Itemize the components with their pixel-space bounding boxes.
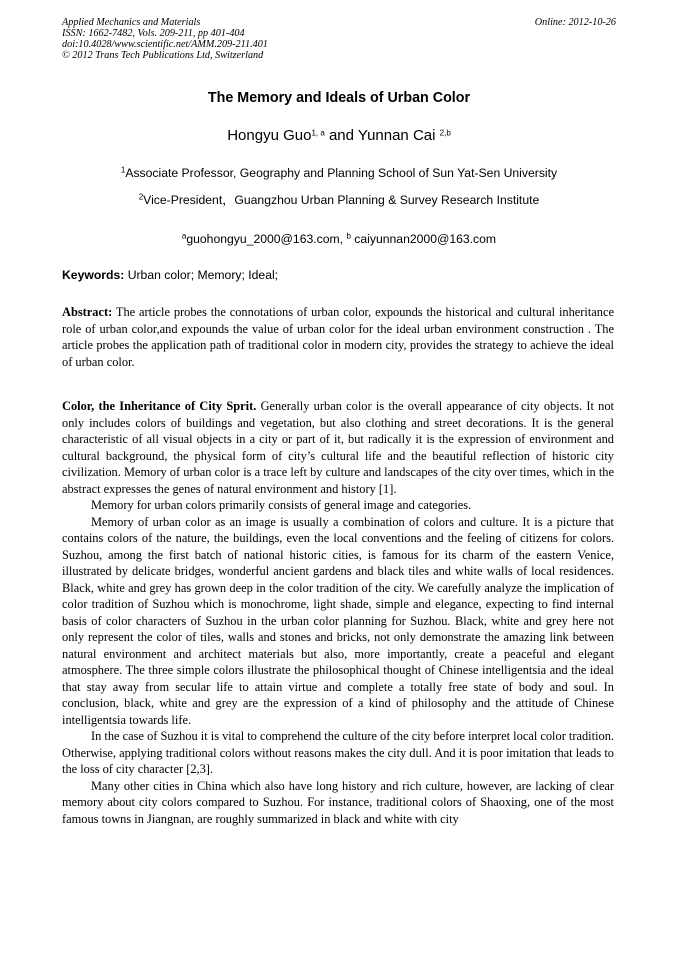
- author-conjunction: and: [324, 127, 358, 144]
- online-date: Online: 2012-10-26: [534, 17, 616, 28]
- email-line: [0, 232, 678, 246]
- author-line: [0, 127, 678, 144]
- journal-name: Applied Mechanics and Materials: [62, 17, 201, 28]
- affiliation-2-text: Vice-President，Guangzhou Urban Planning & Survey Research Institute: [143, 193, 540, 207]
- abstract: [62, 304, 614, 370]
- email-b-mark: b: [346, 231, 351, 241]
- author-1-affil-mark: 1, a: [311, 128, 325, 138]
- doi-line: doi:10.4028/www.scientific.net/AMM.209-211.401: [62, 39, 268, 50]
- keywords: [62, 268, 278, 282]
- journal-header: [62, 17, 268, 61]
- paper-title: The Memory and Ideals of Urban Color: [207, 90, 471, 106]
- section-heading: Color, the Inheritance of City Sprit.: [62, 399, 257, 413]
- author-2: Yunnan Cai: [357, 127, 436, 144]
- affiliation-2-mark: 2: [138, 192, 144, 202]
- author-2-affil-mark: 2,b: [439, 128, 451, 138]
- email-b[interactable]: caiyunnan2000@163.com: [350, 232, 497, 246]
- affiliation-1: [0, 166, 678, 180]
- author-1: Hongyu Guo: [227, 127, 312, 144]
- section-paragraph-3: Memory of urban color as an image is usually a combination of colors and culture. It is a picture that contains colors of the nature, the buildings, even the local conventions and the feeling of citizens for colors. Suzhou, among the first batch of national historic cities, is famous for its charm of the eastern Venice, illustrated by delicate bridges, wonderful ancient gardens and black tiles and white walls of local residences. Black, white and grey has grown deep in the color tradition of the city. We carefully analyze the implication of color tradition of Suzhou which is monochrome, light shade, simple and elegance, expecting to find internal basis of color characters of Suzhou in the urban color planning for Suzhou. Black, white and grey here not only represent the color of tiles, walls and stones and bricks, not only demonstrate the amazing link between natural environment and architect materials but also, more importantly, create a peaceful and elegant atmosphere. The three simple colors illustrate the philosophical thought of Chinese intelligentsia and the ideal that stay away from secular life to attain virtue and complete a totally free state of body and soul. In conclusion, black, white and grey are the expression of a kind of philosophy and the attitude of Chinese intelligentsia towards life.: [62, 514, 614, 727]
- affiliation-1-mark: 1: [120, 165, 126, 175]
- issn-line: ISSN: 1662-7482, Vols. 209-211, pp 401-404: [62, 28, 245, 39]
- email-a[interactable]: guohongyu_2000@163.com,: [186, 232, 347, 246]
- email-a-mark: a: [181, 231, 187, 241]
- affiliation-1-text: Associate Professor, Geography and Planning School of Sun Yat-Sen University: [125, 166, 558, 180]
- abstract-paragraph: [62, 304, 614, 370]
- section-paragraph-2: Memory for urban colors primarily consists of general image and categories.: [91, 498, 472, 512]
- affiliation-2: [0, 191, 678, 208]
- abstract-label: Abstract:: [62, 305, 113, 319]
- section-paragraph-1: [62, 398, 614, 497]
- section-paragraph-4: In the case of Suzhou it is vital to comprehend the culture of the city before interpret local color tradition. Otherwise, applying traditional colors without reasons makes the city dull. And it is poor imitation that leads to the loss of city character [2,3].: [62, 729, 614, 776]
- keywords-label: Keywords:: [62, 268, 125, 282]
- section-paragraph-5: Many other cities in China which also have long history and rich culture, however, are lacking of clear memory about city colors compared to Suzhou. For instance, traditional colors of Shaoxing, one of the most famous towns in Jiangnan, are roughly summarized in black and white with city: [62, 778, 614, 826]
- section-paragraph-1-text: Generally urban color is the overall appearance of city objects. It not only includes colors of buildings and vegetation, but also clothing and street decorations. It is the general characteristic of all visual objects in a city or part of it, but radically it is the expression of environment and cultural background, the physical form of city’s cultural life and the beautiful reflection of historic city civilization. Memory of urban color is a trace left by culture and landscapes of the city over times, which in the abstract expresses the genes of natural environment and history [1].: [62, 399, 614, 496]
- keywords-text: Urban color; Memory; Ideal;: [124, 268, 279, 282]
- section-body: [62, 398, 614, 827]
- copyright-line: © 2012 Trans Tech Publications Ltd, Switzerland: [62, 50, 264, 61]
- abstract-text: The article probes the connotations of urban color, expounds the historical and cultural inheritance role of urban color,and expounds the value of urban color for the ideal urban environment construction . The article probes the application path of traditional color in modern city, provides the strategy to achieve the ideal of urban color.: [62, 305, 614, 369]
